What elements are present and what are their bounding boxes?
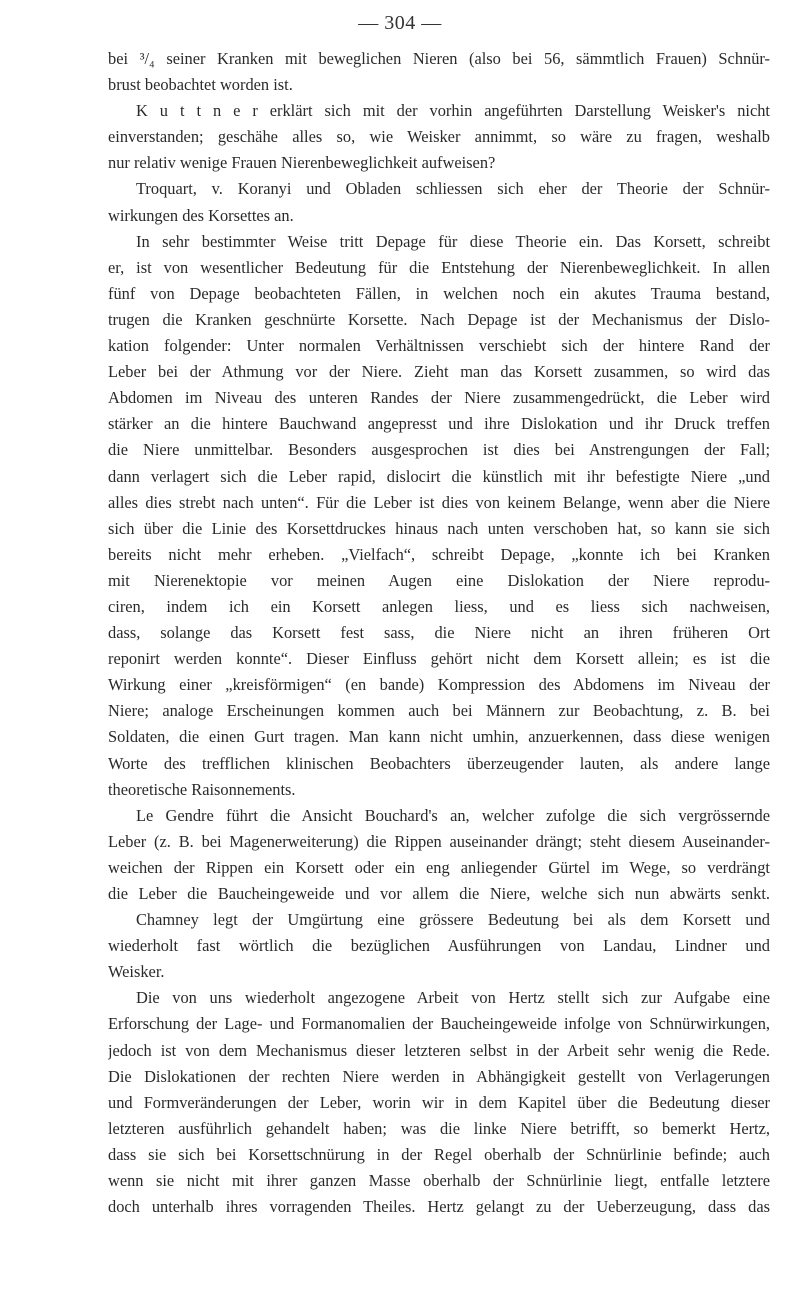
text-line: stärker an die hintere Bauchwand angepresst und ihre Dislokation und ihr Druck treffen: [108, 414, 770, 434]
text-line: Die von uns wiederholt angezogene Arbeit von Hertz stellt sich zur Aufgabe eine: [136, 988, 770, 1008]
text-line: alles dies strebt nach unten“. Für die Leber ist dies von keinem Belange, wenn aber die Niere: [108, 492, 770, 512]
text-line: bei ³/₄ seiner Kranken mit beweglichen Nieren (also bei 56, sämmtlich Frauen) Schnür-: [108, 49, 770, 68]
text-line: Troquart, v. Koranyi und Obladen schliessen sich eher der Theorie der Schnür-: [136, 179, 770, 199]
text-line: nur relativ wenige Frauen Nierenbeweglichkeit aufweisen?: [108, 153, 496, 173]
text-line: doch unterhalb ihres vorragenden Theiles. Hertz gelangt zu der Ueberzeugung, dass das: [108, 1197, 770, 1217]
text-line: ciren, indem ich ein Korsett anlegen liess, und es liess sich nachweisen,: [108, 596, 770, 616]
text-line: Leber (z. B. bei Magenerweiterung) die Rippen auseinander drängt; steht diesem Auseinander-: [108, 831, 770, 851]
text-line: einverstanden; geschähe alles so, wie Weisker annimmt, so wäre zu fragen, weshalb: [108, 127, 770, 147]
text-line: die Leber die Baucheingeweide und vor allem die Niere, welche sich nun abwärts senkt.: [108, 884, 770, 903]
text-line: wenn sie nicht mit ihrer ganzen Masse oberhalb der Schnürlinie liegt, entfalle letztere: [108, 1171, 770, 1191]
text-line: Worte des trefflichen klinischen Beobachters überzeugender lauten, als andere lange: [108, 753, 770, 773]
text-line: dass, solange das Korsett fest sass, die Niere nicht an ihren früheren Ort: [108, 623, 770, 643]
text-line: theoretische Raisonnements.: [108, 779, 296, 799]
text-line: Erforschung der Lage- und Formanomalien der Baucheingeweide infolge von Schnürwirkungen,: [108, 1014, 770, 1034]
text-line: brust beobachtet worden ist.: [108, 75, 293, 95]
text-line: wirkungen des Korsettes an.: [108, 205, 294, 225]
text-line: Leber bei der Athmung vor der Niere. Zieht man das Korsett zusammen, so wird das: [108, 362, 770, 382]
text-line: In sehr bestimmter Weise tritt Depage für diese Theorie ein. Das Korsett, schreibt: [136, 231, 770, 251]
body-text: [108, 46, 770, 1220]
text-line: Chamney legt der Umgürtung eine grössere Bedeutung bei als dem Korsett und: [136, 910, 770, 930]
text-line: dass sie sich bei Korsettschnürung in der Regel oberhalb der Schnürlinie befinde; auch: [108, 1144, 770, 1164]
text-line: Wirkung einer „kreisförmigen“ (en bande) Kompression des Abdomens im Niveau der: [108, 675, 770, 695]
text-line: kation folgender: Unter normalen Verhältnissen verschiebt sich der hintere Rand der: [108, 336, 770, 356]
text-line: fünf von Depage beobachteten Fällen, in welchen noch ein akutes Trauma bestand,: [108, 283, 770, 303]
page-number: — 304 —: [358, 12, 442, 34]
text-line: trugen die Kranken geschnürte Korsette. Nach Depage ist der Mechanismus der Dislo-: [108, 309, 770, 329]
text-line: Abdomen im Niveau des unteren Randes der Niere zusammengedrückt, die Leber wird: [108, 388, 770, 408]
text-line: Weisker.: [108, 962, 165, 982]
text-line: die Niere unmittelbar. Besonders ausgesprochen ist dies bei Anstrengungen der Fall;: [108, 440, 770, 460]
text-line: weichen der Rippen ein Korsett oder ein eng anliegender Gürtel im Wege, so verdrängt: [108, 857, 770, 877]
text-line: dann verlagert sich die Leber rapid, dislocirt die künstlich mit ihr befestigte Niere „und: [108, 466, 770, 486]
text-line: Le Gendre führt die Ansicht Bouchard's an, welcher zufolge die sich vergrössernde: [136, 805, 770, 825]
text-line: jedoch ist von dem Mechanismus dieser letzteren selbst in der Arbeit sehr wenig die Rede.: [108, 1040, 770, 1060]
text-line: mit Nierenektopie vor meinen Augen eine Dislokation der Niere reprodu-: [108, 570, 770, 590]
text-line: Niere; analoge Erscheinungen kommen auch bei Männern zur Beobachtung, z. B. bei: [108, 701, 770, 721]
text-line: letzteren ausführlich gehandelt haben; was die linke Niere betrifft, so bemerkt Hertz,: [108, 1118, 770, 1138]
text-line: reponirt werden konnte“. Dieser Einfluss gehört nicht dem Korsett allein; es ist die: [108, 649, 770, 669]
text-line: Soldaten, die einen Gurt tragen. Man kann nicht umhin, anzuerkennen, dass diese wenigen: [108, 727, 770, 747]
text-line: sich über die Linie des Korsettdruckes hinaus nach unten verschoben hat, so kann sie sich: [108, 518, 770, 538]
text-line: Die Dislokationen der rechten Niere werden in Abhängigkeit gestellt von Verlagerungen: [108, 1066, 770, 1086]
text-line: wiederholt fast wörtlich die bezüglichen Ausführungen von Landau, Lindner und: [108, 936, 770, 956]
text-line: bereits nicht mehr erheben. „Vielfach“, schreibt Depage, „konnte ich bei Kranken: [108, 544, 770, 564]
text-line: und Formveränderungen der Leber, worin wir in dem Kapitel über die Bedeutung dieser: [108, 1092, 770, 1112]
text-line: K u t t n e r erklärt sich mit der vorhin angeführten Darstellung Weisker's nicht: [136, 101, 770, 121]
text-line: er, ist von wesentlicher Bedeutung für die Entstehung der Nierenbeweglichkeit. In allen: [108, 257, 770, 277]
